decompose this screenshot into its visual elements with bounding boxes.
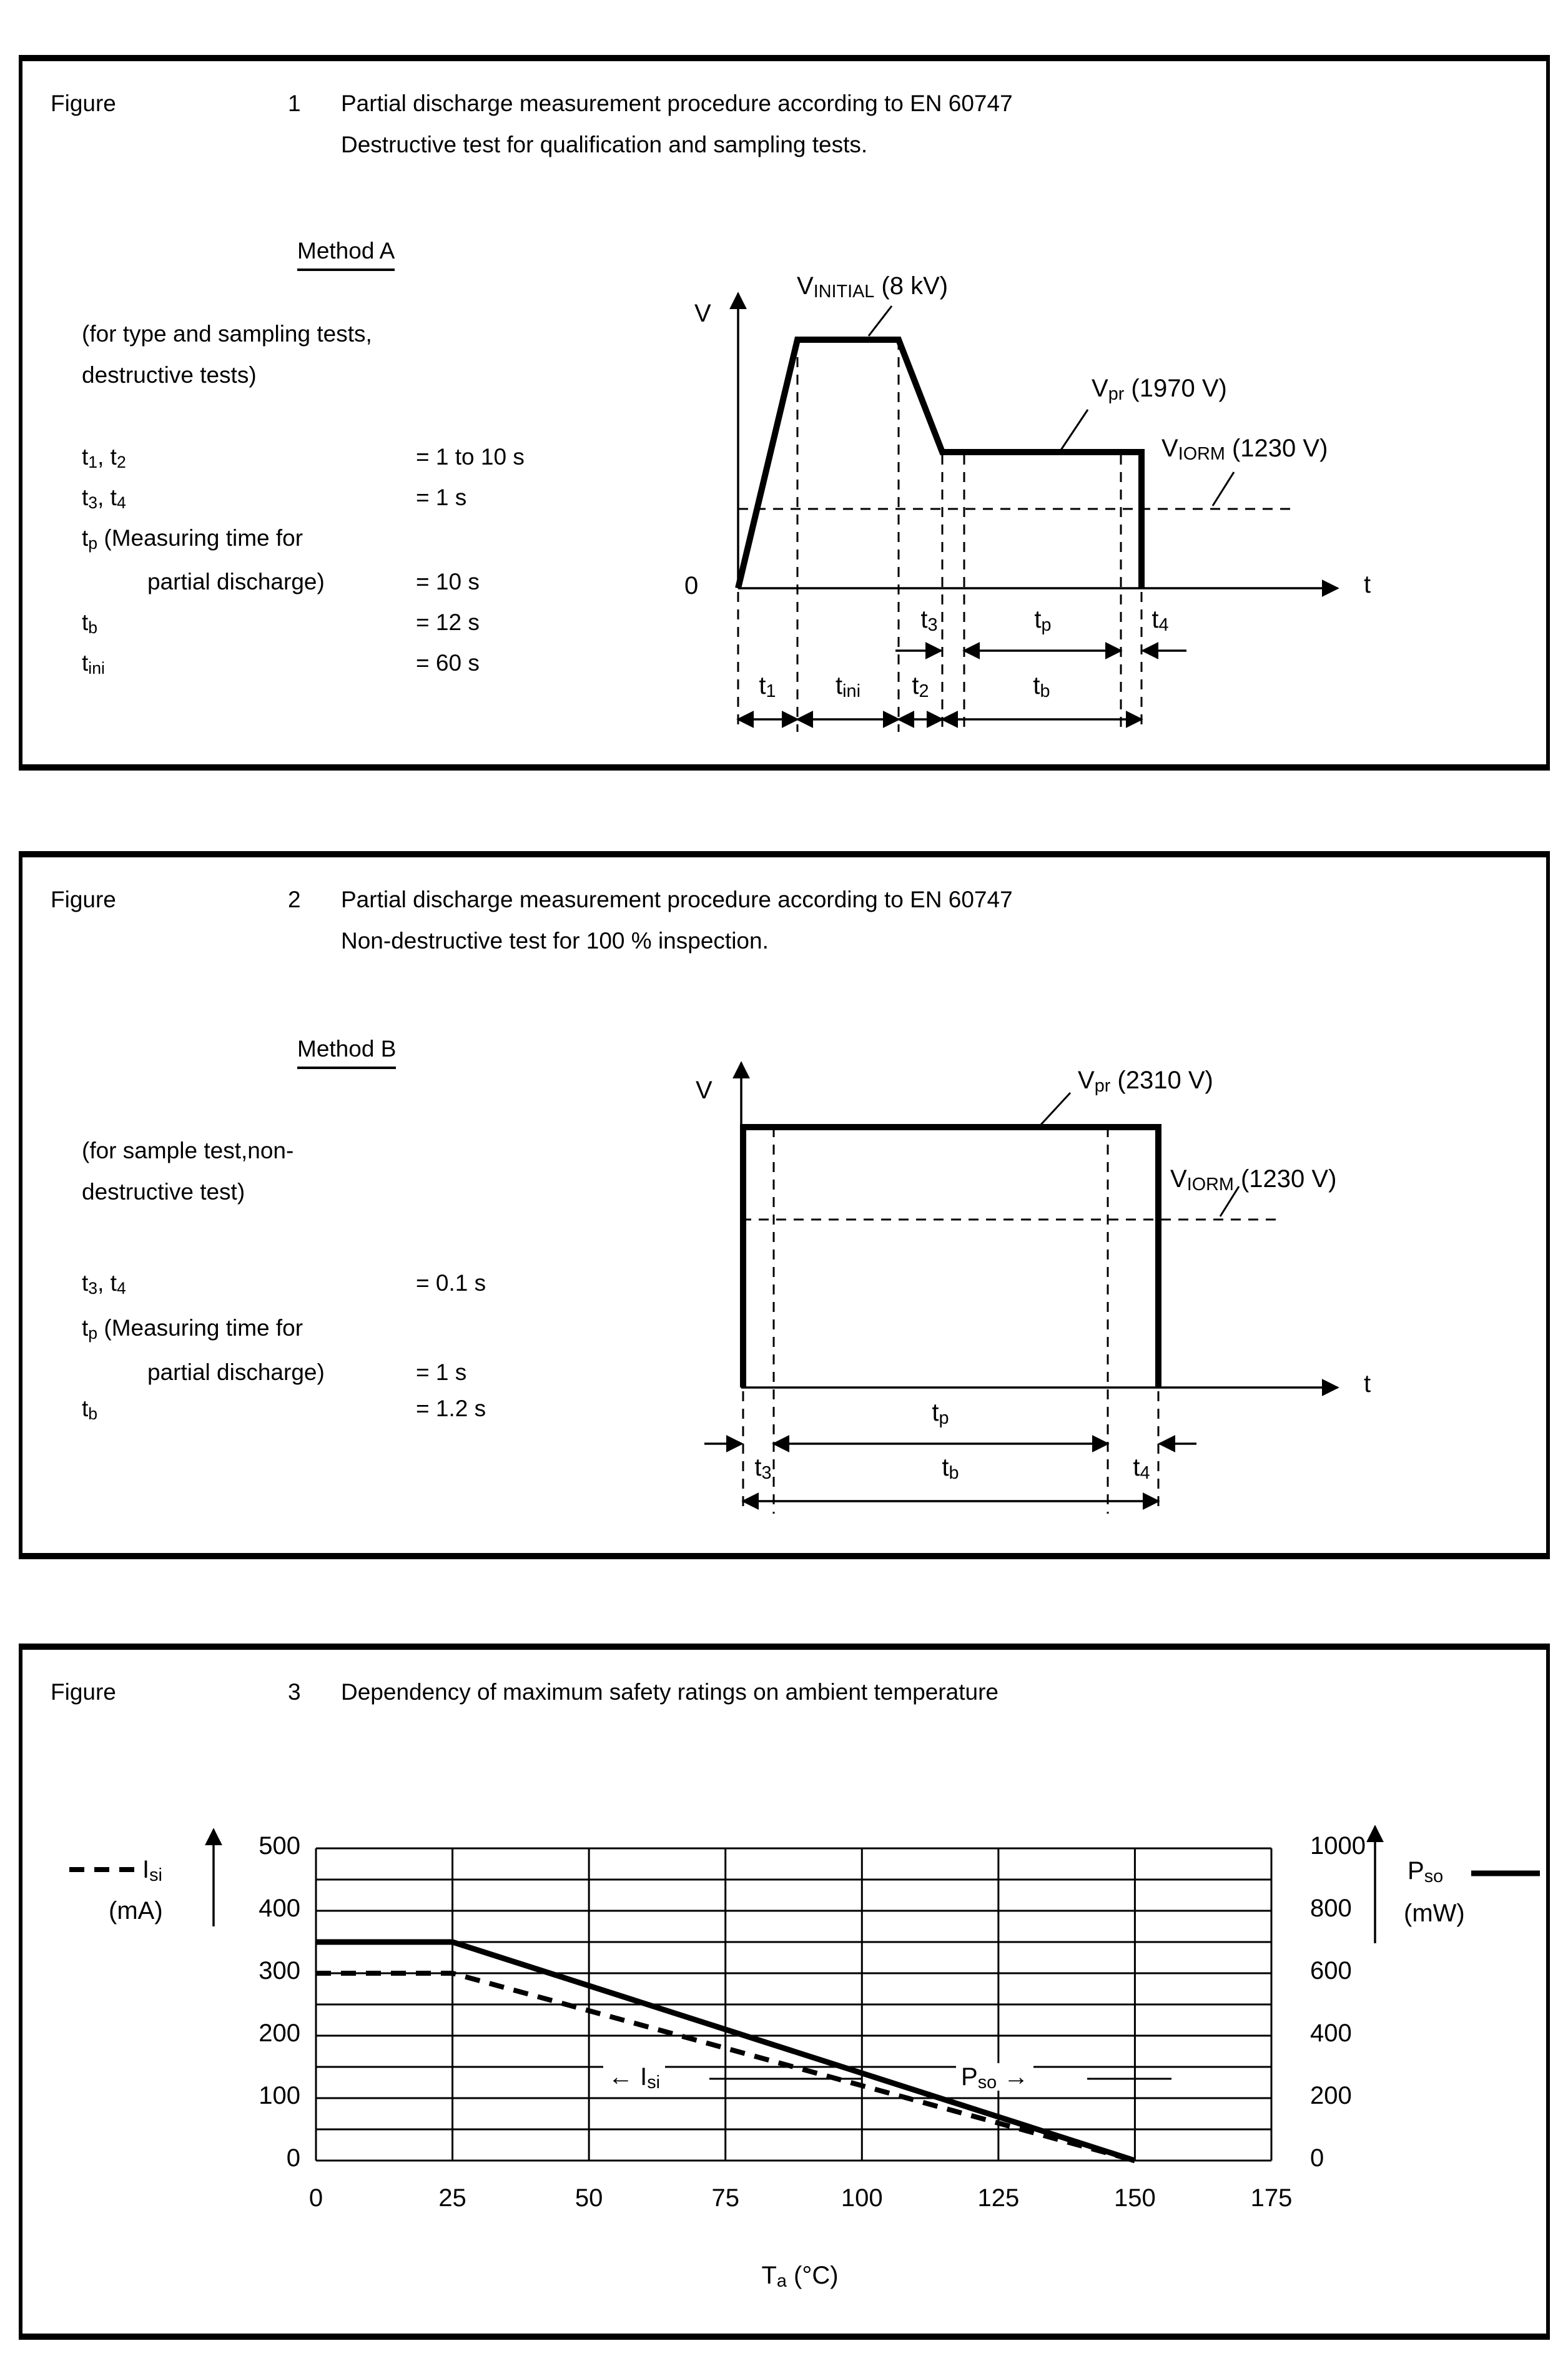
figure3-number: 3 [288,1679,301,1705]
param-value: = 1 to 10 s [416,444,525,470]
param-name: partial discharge) [147,1359,325,1385]
test-voltage-waveform [743,1127,1158,1388]
pso-curve-annotation: $P_{so}$ → [956,2063,1033,2091]
right-axis-tick-label: 1000 [1310,1832,1366,1860]
figure2-title-line2: Non-destructive test for 100 % inspection. [341,928,769,954]
v-axis-label: V [694,300,711,327]
param-value: = 12 s [416,609,480,635]
t1-dim-label: $t_1$ [759,672,776,702]
x-axis-title: $T_a$ (°C) [761,2262,839,2292]
tini-dim-label: $t_{ini}$ [836,672,860,702]
t4-dim-label: $t_4$ [1151,606,1169,636]
figure2-condition-line1: (for sample test,non- [82,1138,294,1163]
figure1-word: Figure [51,91,116,116]
tb-dim-label: $t_b$ [942,1454,959,1484]
figure2-title-line1: Partial discharge measurement procedure according to EN 60747 [341,887,1013,912]
left-axis-tick-label: 100 [259,2082,300,2109]
isi-curve-annotation: ← $I_{si}$ [603,2063,665,2091]
param-name: $t_3$, $t_4$ [82,1270,126,1298]
v-axis-label: V [696,1077,713,1104]
t4-dim-label: $t_4$ [1133,1454,1150,1484]
t2-dim-label: $t_2$ [912,672,929,702]
tp-dim-label: $t_p$ [932,1399,949,1429]
figure1-panel [19,55,1550,771]
figure1-number: 1 [288,91,301,116]
x-axis-tick-label: 25 [438,2184,466,2212]
x-axis-tick-label: 0 [308,2184,323,2212]
left-axis-tick-label: 200 [259,2019,300,2047]
x-axis-tick-label: 125 [977,2184,1020,2212]
t-axis-label: t [1364,571,1371,598]
x-axis-tick-label: 50 [574,2184,603,2212]
param-value: = 1 s [416,485,467,510]
param-value: = 60 s [416,650,480,676]
test-voltage-waveform [738,340,1141,588]
pso-legend-label: $P_{so}$ [1408,1857,1444,1887]
param-name: partial discharge) [147,569,325,594]
t3-dim-label: $t_3$ [920,606,938,636]
vpr-label: $V_{pr}$ (2310 V) [1078,1067,1213,1097]
param-name: $t_b$ [82,1396,98,1423]
viorm-leader [1213,472,1234,506]
left-axis-tick-label: 300 [259,1957,300,1984]
figure1-method-heading: Method A [297,237,395,271]
chart-grid [316,1848,1271,2161]
figure3-panel [19,1644,1550,2340]
pso-legend-unit: (mW) [1404,1900,1465,1927]
vpr-leader [1040,1093,1070,1125]
right-axis-tick-label: 200 [1310,2082,1352,2109]
right-axis-tick-label: 800 [1310,1895,1352,1922]
x-axis-tick-label: 75 [711,2184,739,2212]
x-axis-tick-label: 175 [1250,2184,1293,2212]
param-value: = 0.1 s [416,1270,486,1296]
left-axis-tick-label: 500 [259,1832,300,1860]
t3-dim-label: $t_3$ [754,1454,772,1484]
vpr-label: $V_{pr}$ (1970 V) [1092,375,1227,405]
left-axis-tick-label: 0 [286,2144,300,2172]
figure1-condition-line2: destructive tests) [82,362,257,388]
figure1-condition-line1: (for type and sampling tests, [82,321,372,347]
param-value: = 1 s [416,1359,467,1385]
figure2-word: Figure [51,887,116,912]
viorm-label: $V_{IORM}$ (1230 V) [1161,435,1328,465]
figure1-title-line2: Destructive test for qualification and sampling tests. [341,132,868,157]
left-axis-tick-label: 400 [259,1895,300,1922]
param-name: $t_{ini}$ [82,650,105,678]
isi-legend-unit: (mA) [109,1897,163,1925]
viorm-label: $V_{IORM}$ (1230 V) [1170,1165,1337,1195]
vpr-leader [1060,410,1088,451]
right-axis-tick-label: 400 [1310,2019,1352,2047]
x-axis-tick-label: 100 [841,2184,883,2212]
figure1-waveform-svg [647,269,1546,818]
right-axis-tick-label: 0 [1310,2144,1324,2172]
tp-dim-label: $t_p$ [1034,606,1052,636]
isi-legend-label: $I_{si}$ [142,1856,162,1886]
figure3-title: Dependency of maximum safety ratings on ambient temperature [341,1679,998,1705]
param-name: $t_p$ (Measuring time for [82,1315,303,1343]
figure2-number: 2 [288,887,301,912]
figure1-title-line1: Partial discharge measurement procedure according to EN 60747 [341,91,1013,116]
param-name: $t_3$, $t_4$ [82,485,126,512]
right-axis-tick-label: 600 [1310,1957,1352,1984]
origin-label: 0 [684,572,699,599]
vinitial-leader [869,306,892,336]
figure2-method-heading: Method B [297,1035,396,1069]
figure2-waveform-diagram [647,1037,1546,1536]
param-value: = 1.2 s [416,1396,486,1421]
t-axis-label: t [1364,1370,1371,1397]
figure2-panel [19,851,1550,1559]
param-name: $t_1$, $t_2$ [82,444,126,471]
param-value: = 10 s [416,569,480,594]
figure2-condition-line2: destructive test) [82,1179,245,1205]
param-name: $t_p$ (Measuring time for [82,525,303,553]
param-name: $t_b$ [82,609,98,637]
vinitial-label: $V_{INITIAL}$ (8 kV) [797,272,949,302]
figure3-word: Figure [51,1679,116,1705]
tb-dim-label: $t_b$ [1033,672,1050,702]
figure2-waveform-svg [647,1037,1546,1536]
x-axis-tick-label: 150 [1114,2184,1156,2212]
figure1-waveform-diagram [647,269,1546,818]
figure3-chart-svg [22,1650,1546,2334]
